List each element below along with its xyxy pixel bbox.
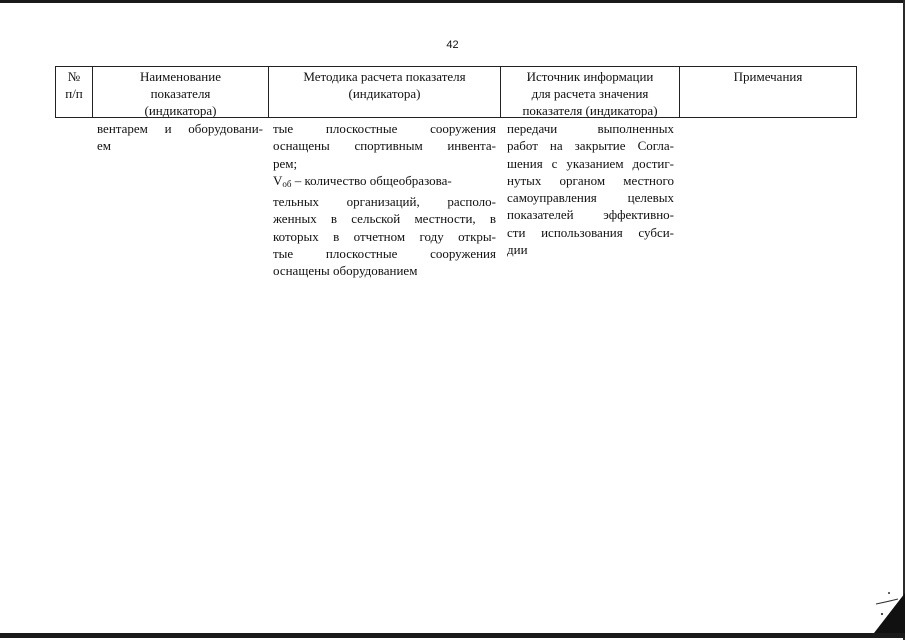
header-name xyxy=(93,68,268,119)
formula-line xyxy=(273,172,496,193)
cell-source xyxy=(507,120,674,258)
cell-method-line: тые плоскостные сооружения xyxy=(273,246,496,262)
cell-source-line: передачи выполненных xyxy=(507,121,674,136)
header-method xyxy=(269,68,500,102)
formula-subscript: об xyxy=(282,178,292,189)
cell-method-line: тые плоскостные сооружения xyxy=(273,121,496,136)
header-number-line: № xyxy=(67,69,81,84)
cell-source-line: шения с указанием достиг- xyxy=(507,155,674,171)
cell-source-line: сти использования субси- xyxy=(507,224,674,240)
cell-method-line: женных в сельской местности, в xyxy=(273,211,496,227)
cell-method-line: которых в отчетном году откры- xyxy=(273,228,496,244)
cell-method-line: рем; xyxy=(273,155,298,171)
header-method-line: Методика расчета показателя xyxy=(303,69,466,84)
header-notes xyxy=(680,68,856,85)
cell-name-line: вентарем и оборудовани- xyxy=(97,121,263,136)
header-name-line: (индикатора) xyxy=(144,103,217,118)
cell-source-line: самоуправления целевых xyxy=(507,190,674,206)
cell-source-line: нутых органом местного xyxy=(507,172,674,188)
header-source-line: для расчета значения xyxy=(531,86,649,101)
cell-source-line: дии xyxy=(507,242,528,258)
page-number: 42 xyxy=(446,39,459,51)
cell-method-line: оснащены спортивным инвента- xyxy=(273,138,496,154)
cell-name xyxy=(97,120,263,155)
header-number xyxy=(56,68,92,102)
formula-symbol: V xyxy=(273,172,283,188)
formula-description: – количество общеобразова- xyxy=(291,172,452,188)
cell-name-line: ем xyxy=(97,138,111,154)
cell-source-line: работ на закрытие Согла- xyxy=(507,138,674,154)
header-source xyxy=(501,68,679,119)
corner-fold-mark xyxy=(868,585,905,633)
cell-method xyxy=(273,120,496,280)
header-source-line: Источник информации xyxy=(526,69,654,84)
header-number-line: п/п xyxy=(65,86,83,101)
cell-method-line: тельных организаций, располо- xyxy=(273,194,496,210)
header-notes-line: Примечания xyxy=(733,69,803,84)
header-method-line: (индикатора) xyxy=(348,86,421,101)
scan-edge-bottom xyxy=(0,633,905,638)
header-source-line: показателя (индикатора) xyxy=(522,103,658,118)
scan-edge-top xyxy=(0,0,905,3)
header-name-line: Наименование xyxy=(140,69,221,84)
cell-method-line: оснащены оборудованием xyxy=(273,263,418,279)
header-name-line: показателя xyxy=(150,86,211,101)
cell-source-line: показателей эффективно- xyxy=(507,207,674,223)
